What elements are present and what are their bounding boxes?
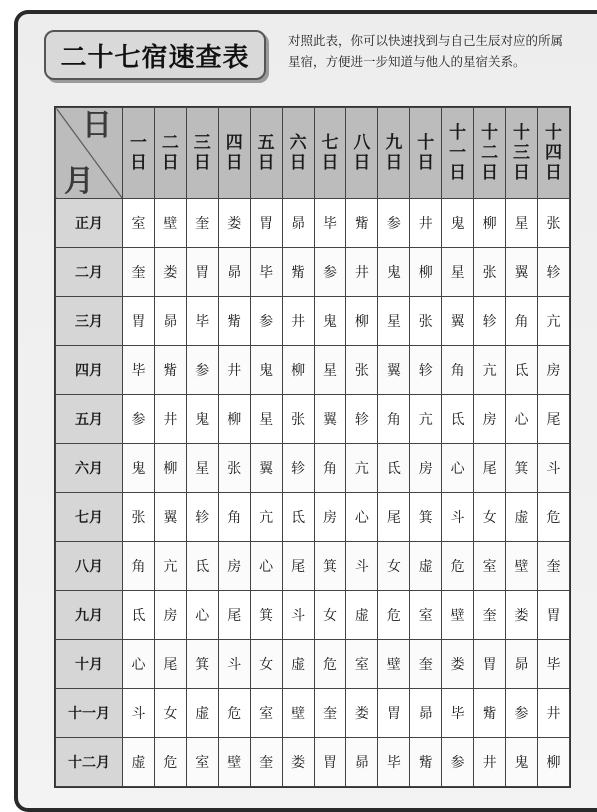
mansion-cell: 危 xyxy=(442,542,474,591)
mansion-cell: 危 xyxy=(154,738,186,787)
mansion-cell: 柳 xyxy=(154,444,186,493)
corner-header xyxy=(56,108,123,199)
mansion-cell: 井 xyxy=(282,297,314,346)
month-label: 十二月 xyxy=(56,738,123,787)
mansion-cell: 娄 xyxy=(154,248,186,297)
mansion-cell: 毕 xyxy=(378,738,410,787)
mansion-cell: 虚 xyxy=(506,493,538,542)
mansion-cell: 轸 xyxy=(282,444,314,493)
mansion-cell: 鬼 xyxy=(506,738,538,787)
day-header xyxy=(442,108,474,199)
mansion-cell: 氐 xyxy=(506,346,538,395)
mansion-cell: 星 xyxy=(250,395,282,444)
day-header-label: 四 日 xyxy=(225,133,243,173)
mansion-cell: 昴 xyxy=(410,689,442,738)
mansion-cell: 房 xyxy=(218,542,250,591)
mansion-cell: 亢 xyxy=(250,493,282,542)
table-row xyxy=(56,248,570,297)
mansion-cell: 张 xyxy=(123,493,155,542)
day-header xyxy=(186,108,218,199)
mansion-cell: 毕 xyxy=(442,689,474,738)
mansion-cell: 娄 xyxy=(346,689,378,738)
mansion-cell: 氐 xyxy=(442,395,474,444)
table-row xyxy=(56,346,570,395)
day-header-label: 十 一 日 xyxy=(449,123,467,183)
mansion-cell: 奎 xyxy=(410,640,442,689)
mansion-cell: 参 xyxy=(123,395,155,444)
mansion-cell: 虚 xyxy=(282,640,314,689)
table-row xyxy=(56,199,570,248)
mansion-cell: 井 xyxy=(537,689,569,738)
month-label: 二月 xyxy=(56,248,123,297)
month-label: 十一月 xyxy=(56,689,123,738)
mansion-cell: 柳 xyxy=(537,738,569,787)
mansion-cell: 轸 xyxy=(346,395,378,444)
mansion-cell: 星 xyxy=(506,199,538,248)
mansion-cell: 毕 xyxy=(314,199,346,248)
mansion-cell: 奎 xyxy=(250,738,282,787)
table-row xyxy=(56,689,570,738)
day-header xyxy=(314,108,346,199)
table-row xyxy=(56,395,570,444)
mansion-cell: 室 xyxy=(123,199,155,248)
mansion-cell: 参 xyxy=(250,297,282,346)
mansion-cell: 鬼 xyxy=(378,248,410,297)
mansion-cell: 张 xyxy=(282,395,314,444)
mansion-cell: 胃 xyxy=(378,689,410,738)
day-header xyxy=(506,108,538,199)
mansion-cell: 参 xyxy=(314,248,346,297)
day-header-label: 五 日 xyxy=(257,133,275,173)
mansion-cell: 张 xyxy=(474,248,506,297)
mansion-cell: 奎 xyxy=(474,591,506,640)
mansion-cell: 亢 xyxy=(154,542,186,591)
day-header-label: 十 日 xyxy=(417,133,435,173)
mansion-cell: 奎 xyxy=(186,199,218,248)
mansion-cell: 翼 xyxy=(154,493,186,542)
mansion-cell: 星 xyxy=(378,297,410,346)
mansion-cell: 井 xyxy=(410,199,442,248)
mansion-cell: 昴 xyxy=(154,297,186,346)
mansion-cell: 觜 xyxy=(282,248,314,297)
mansion-cell: 张 xyxy=(218,444,250,493)
page-title: 二十七宿速查表 xyxy=(60,42,250,73)
mansion-cell: 参 xyxy=(378,199,410,248)
mansion-cell: 胃 xyxy=(474,640,506,689)
mansion-cell: 毕 xyxy=(186,297,218,346)
day-header-label: 八 日 xyxy=(353,133,371,173)
day-header-label: 十 四 日 xyxy=(544,123,562,183)
mansion-cell: 斗 xyxy=(346,542,378,591)
day-header xyxy=(154,108,186,199)
table-row xyxy=(56,591,570,640)
mansion-cell: 心 xyxy=(346,493,378,542)
table-row xyxy=(56,640,570,689)
mansion-cell: 井 xyxy=(474,738,506,787)
lookup-table-container xyxy=(54,106,571,788)
mansion-cell: 室 xyxy=(346,640,378,689)
mansion-cell: 亢 xyxy=(346,444,378,493)
mansion-cell: 尾 xyxy=(474,444,506,493)
corner-day-label: 日 xyxy=(82,108,112,143)
mansion-cell: 箕 xyxy=(410,493,442,542)
mansion-cell: 尾 xyxy=(218,591,250,640)
mansion-cell: 虚 xyxy=(410,542,442,591)
month-label: 三月 xyxy=(56,297,123,346)
day-header xyxy=(537,108,569,199)
day-header xyxy=(346,108,378,199)
mansion-cell: 翼 xyxy=(442,297,474,346)
title-box xyxy=(44,30,266,80)
mansion-cell: 女 xyxy=(474,493,506,542)
mansion-cell: 胃 xyxy=(314,738,346,787)
day-header xyxy=(410,108,442,199)
mansion-cell: 昴 xyxy=(218,248,250,297)
mansion-cell: 翼 xyxy=(314,395,346,444)
day-header-label: 六 日 xyxy=(289,133,307,173)
mansion-cell: 柳 xyxy=(346,297,378,346)
month-label: 五月 xyxy=(56,395,123,444)
mansion-cell: 房 xyxy=(410,444,442,493)
mansion-cell: 星 xyxy=(314,346,346,395)
mansion-cell: 柳 xyxy=(410,248,442,297)
mansion-cell: 壁 xyxy=(442,591,474,640)
mansion-cell: 毕 xyxy=(537,640,569,689)
mansion-cell: 昴 xyxy=(282,199,314,248)
mansion-cell: 昴 xyxy=(346,738,378,787)
mansion-cell: 张 xyxy=(537,199,569,248)
mansion-cell: 觜 xyxy=(154,346,186,395)
day-header xyxy=(282,108,314,199)
mansion-cell: 女 xyxy=(250,640,282,689)
mansion-cell: 翼 xyxy=(378,346,410,395)
mansion-cell: 室 xyxy=(474,542,506,591)
mansion-cell: 毕 xyxy=(123,346,155,395)
mansion-cell: 亢 xyxy=(410,395,442,444)
mansion-cell: 张 xyxy=(346,346,378,395)
mansion-cell: 虚 xyxy=(346,591,378,640)
mansion-cell: 井 xyxy=(346,248,378,297)
mansion-cell: 角 xyxy=(506,297,538,346)
month-label: 八月 xyxy=(56,542,123,591)
mansion-cell: 心 xyxy=(250,542,282,591)
mansion-cell: 心 xyxy=(186,591,218,640)
month-label: 七月 xyxy=(56,493,123,542)
mansion-cell: 室 xyxy=(410,591,442,640)
mansion-cell: 参 xyxy=(506,689,538,738)
table-row xyxy=(56,542,570,591)
mansion-cell: 娄 xyxy=(282,738,314,787)
mansion-cell: 危 xyxy=(537,493,569,542)
mansion-cell: 氐 xyxy=(123,591,155,640)
mansion-cell: 鬼 xyxy=(186,395,218,444)
mansion-cell: 参 xyxy=(442,738,474,787)
mansion-cell: 觜 xyxy=(474,689,506,738)
day-header-label: 二 日 xyxy=(161,133,179,173)
mansion-cell: 星 xyxy=(442,248,474,297)
mansion-cell: 亢 xyxy=(537,297,569,346)
day-header-label: 一 日 xyxy=(129,133,147,173)
mansion-cell: 壁 xyxy=(378,640,410,689)
mansion-cell: 张 xyxy=(410,297,442,346)
mansion-cell: 室 xyxy=(250,689,282,738)
mansion-cell: 房 xyxy=(154,591,186,640)
mansion-cell: 鬼 xyxy=(123,444,155,493)
mansion-cell: 翼 xyxy=(250,444,282,493)
table-row xyxy=(56,738,570,787)
mansion-cell: 虚 xyxy=(186,689,218,738)
mansion-cell: 角 xyxy=(314,444,346,493)
mansion-cell: 觜 xyxy=(346,199,378,248)
mansion-cell: 房 xyxy=(474,395,506,444)
mansion-cell: 尾 xyxy=(154,640,186,689)
mansion-cell: 轸 xyxy=(474,297,506,346)
mansion-cell: 娄 xyxy=(506,591,538,640)
mansion-cell: 箕 xyxy=(186,640,218,689)
mansion-cell: 翼 xyxy=(506,248,538,297)
mansion-cell: 柳 xyxy=(474,199,506,248)
mansion-cell: 胃 xyxy=(123,297,155,346)
mansion-cell: 危 xyxy=(378,591,410,640)
lunar-mansion-table xyxy=(55,107,570,787)
mansion-cell: 柳 xyxy=(218,395,250,444)
mansion-cell: 角 xyxy=(378,395,410,444)
mansion-cell: 箕 xyxy=(506,444,538,493)
day-header xyxy=(218,108,250,199)
table-row xyxy=(56,444,570,493)
mansion-cell: 斗 xyxy=(123,689,155,738)
mansion-cell: 房 xyxy=(314,493,346,542)
month-label: 四月 xyxy=(56,346,123,395)
mansion-cell: 轸 xyxy=(410,346,442,395)
mansion-cell: 角 xyxy=(442,346,474,395)
mansion-cell: 斗 xyxy=(282,591,314,640)
mansion-cell: 斗 xyxy=(218,640,250,689)
mansion-cell: 室 xyxy=(186,738,218,787)
mansion-cell: 奎 xyxy=(314,689,346,738)
mansion-cell: 危 xyxy=(314,640,346,689)
mansion-cell: 胃 xyxy=(186,248,218,297)
day-header xyxy=(250,108,282,199)
mansion-cell: 斗 xyxy=(442,493,474,542)
corner-month-label: 月 xyxy=(64,164,94,199)
mansion-cell: 心 xyxy=(442,444,474,493)
table-body xyxy=(56,199,570,787)
day-header xyxy=(123,108,155,199)
mansion-cell: 娄 xyxy=(218,199,250,248)
mansion-cell: 鬼 xyxy=(442,199,474,248)
mansion-cell: 壁 xyxy=(282,689,314,738)
mansion-cell: 角 xyxy=(218,493,250,542)
table-header-row xyxy=(56,108,570,199)
table-row xyxy=(56,493,570,542)
mansion-cell: 井 xyxy=(154,395,186,444)
mansion-cell: 壁 xyxy=(154,199,186,248)
mansion-cell: 心 xyxy=(506,395,538,444)
mansion-cell: 轸 xyxy=(186,493,218,542)
mansion-cell: 鬼 xyxy=(314,297,346,346)
mansion-cell: 心 xyxy=(123,640,155,689)
mansion-cell: 奎 xyxy=(123,248,155,297)
mansion-cell: 娄 xyxy=(442,640,474,689)
mansion-cell: 斗 xyxy=(537,444,569,493)
mansion-cell: 亢 xyxy=(474,346,506,395)
mansion-cell: 壁 xyxy=(506,542,538,591)
mansion-cell: 虚 xyxy=(123,738,155,787)
mansion-cell: 氐 xyxy=(186,542,218,591)
mansion-cell: 井 xyxy=(218,346,250,395)
mansion-cell: 觜 xyxy=(218,297,250,346)
mansion-cell: 昴 xyxy=(506,640,538,689)
mansion-cell: 胃 xyxy=(250,199,282,248)
mansion-cell: 女 xyxy=(314,591,346,640)
mansion-cell: 尾 xyxy=(282,542,314,591)
mansion-cell: 女 xyxy=(154,689,186,738)
day-header-label: 九 日 xyxy=(385,133,403,173)
day-header-label: 十 三 日 xyxy=(513,123,531,183)
mansion-cell: 柳 xyxy=(282,346,314,395)
month-label: 正月 xyxy=(56,199,123,248)
month-label: 十月 xyxy=(56,640,123,689)
month-label: 六月 xyxy=(56,444,123,493)
mansion-cell: 箕 xyxy=(314,542,346,591)
day-header-label: 十 二 日 xyxy=(481,123,499,183)
intro-text: 对照此表，你可以快速找到与自己生辰对应的所属星宿，方便进一步知道与他人的星宿关系。 xyxy=(288,33,564,69)
mansion-cell: 奎 xyxy=(537,542,569,591)
mansion-cell: 氐 xyxy=(378,444,410,493)
mansion-cell: 觜 xyxy=(410,738,442,787)
mansion-cell: 星 xyxy=(186,444,218,493)
mansion-cell: 尾 xyxy=(537,395,569,444)
mansion-cell: 毕 xyxy=(250,248,282,297)
table-row xyxy=(56,297,570,346)
mansion-cell: 尾 xyxy=(378,493,410,542)
day-header-label: 七 日 xyxy=(321,133,339,173)
day-header xyxy=(378,108,410,199)
mansion-cell: 房 xyxy=(537,346,569,395)
mansion-cell: 鬼 xyxy=(250,346,282,395)
mansion-cell: 壁 xyxy=(218,738,250,787)
mansion-cell: 女 xyxy=(378,542,410,591)
mansion-cell: 轸 xyxy=(537,248,569,297)
mansion-cell: 角 xyxy=(123,542,155,591)
mansion-cell: 氐 xyxy=(282,493,314,542)
mansion-cell: 胃 xyxy=(537,591,569,640)
mansion-cell: 危 xyxy=(218,689,250,738)
day-header-label: 三 日 xyxy=(193,133,211,173)
mansion-cell: 箕 xyxy=(250,591,282,640)
month-label: 九月 xyxy=(56,591,123,640)
mansion-cell: 参 xyxy=(186,346,218,395)
day-header xyxy=(474,108,506,199)
